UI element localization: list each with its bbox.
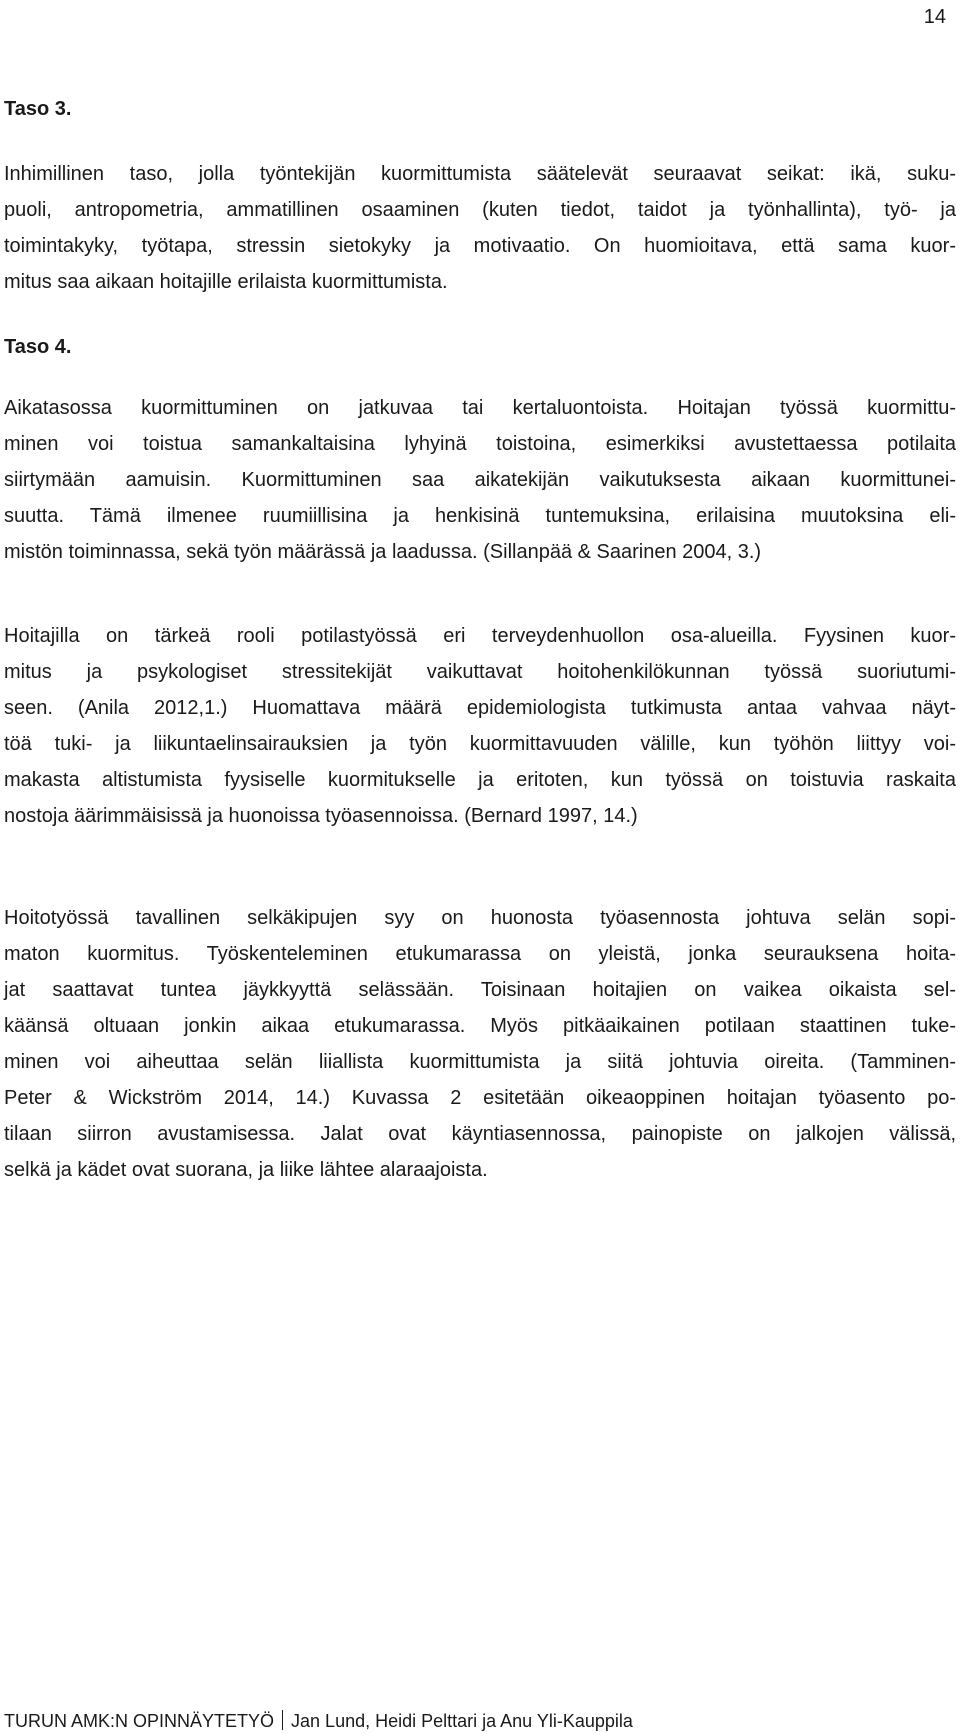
- paragraph-hoitajilla: [4, 618, 956, 834]
- text-line: Peter & Wickström 2014, 14.) Kuvassa 2 esitetään oikeaoppinen hoitajan työasento po-: [4, 1087, 956, 1109]
- text-line: nostoja äärimmäisissä ja huonoissa työasennoissa. (Bernard 1997, 14.): [4, 805, 638, 827]
- text-line: seen. (Anila 2012,1.) Huomattava määrä epidemiologista tutkimusta antaa vahvaa näyt-: [4, 697, 956, 719]
- paragraph-taso-4: [4, 390, 956, 570]
- text-line: puoli, antropometria, ammatillinen osaaminen (kuten tiedot, taidot ja työnhallinta), työ- ja: [4, 199, 956, 221]
- paragraph-taso-3: [4, 156, 956, 300]
- page-footer: [4, 1710, 633, 1732]
- text-line: Inhimillinen taso, jolla työntekijän kuormittumista säätelevät seuraavat seikat: ikä, suku-: [4, 163, 956, 185]
- section-heading-taso-3: Taso 3.: [4, 98, 72, 120]
- footer-institution: TURUN AMK:N OPINNÄYTETYÖ: [4, 1711, 275, 1731]
- text-line: toimintakyky, työtapa, stressin sietokyky ja motivaatio. On huomioitava, että sama kuor-: [4, 235, 956, 257]
- footer-authors: Jan Lund, Heidi Pelttari ja Anu Yli-Kauppila: [291, 1711, 633, 1731]
- text-line: mistön toiminnassa, sekä työn määrässä ja laadussa. (Sillanpää & Saarinen 2004, 3.): [4, 541, 762, 563]
- text-line: siirtymään aamuisin. Kuormittuminen saa aikatekijän vaikutuksesta aikaan kuormittunei-: [4, 469, 956, 491]
- text-line: selkä ja kädet ovat suorana, ja liike lähtee alaraajoista.: [4, 1159, 488, 1181]
- text-line: tilaan siirron avustamisessa. Jalat ovat käyntiasennossa, painopiste on jalkojen välissä,: [4, 1123, 956, 1145]
- text-line: mitus saa aikaan hoitajille erilaista kuormittumista.: [4, 271, 448, 293]
- text-line: Hoitajilla on tärkeä rooli potilastyössä eri terveydenhuollon osa-alueilla. Fyysinen kuor-: [4, 625, 956, 647]
- text-line: minen voi aiheuttaa selän liiallista kuormittumista ja siitä johtuvia oireita. (Tamminen-: [4, 1051, 956, 1073]
- text-line: mitus ja psykologiset stressitekijät vaikuttavat hoitohenkilökunnan työssä suoriutumi-: [4, 661, 956, 683]
- text-line: Aikatasossa kuormittuminen on jatkuvaa tai kertaluontoista. Hoitajan työssä kuormittu-: [4, 397, 956, 419]
- text-line: suutta. Tämä ilmenee ruumiillisina ja henkisinä tuntemuksina, erilaisina muutoksina eli-: [4, 505, 956, 527]
- footer-separator: [282, 1710, 283, 1730]
- text-line: minen voi toistua samankaltaisina lyhyinä toistoina, esimerkiksi avustettaessa potilaita: [4, 433, 956, 455]
- paragraph-hoitotyossa: [4, 900, 956, 1188]
- text-line: töä tuki- ja liikuntaelinsairauksien ja työn kuormittavuuden välille, kun työhön liittyy voi-: [4, 733, 956, 755]
- section-heading-taso-4: Taso 4.: [4, 336, 72, 358]
- text-line: jat saattavat tuntea jäykkyyttä selässään. Toisinaan hoitajien on vaikea oikaista sel-: [4, 979, 956, 1001]
- page-number: 14: [923, 6, 946, 28]
- text-line: käänsä oltuaan jonkin aikaa etukumarassa. Myös pitkäaikainen potilaan staattinen tuke-: [4, 1015, 956, 1037]
- text-line: makasta altistumista fyysiselle kuormitukselle ja eritoten, kun työssä on toistuvia raskaita: [4, 769, 956, 791]
- text-line: Hoitotyössä tavallinen selkäkipujen syy on huonosta työasennosta johtuva selän sopi-: [4, 907, 956, 929]
- text-line: maton kuormitus. Työskenteleminen etukumarassa on yleistä, jonka seurauksena hoita-: [4, 943, 956, 965]
